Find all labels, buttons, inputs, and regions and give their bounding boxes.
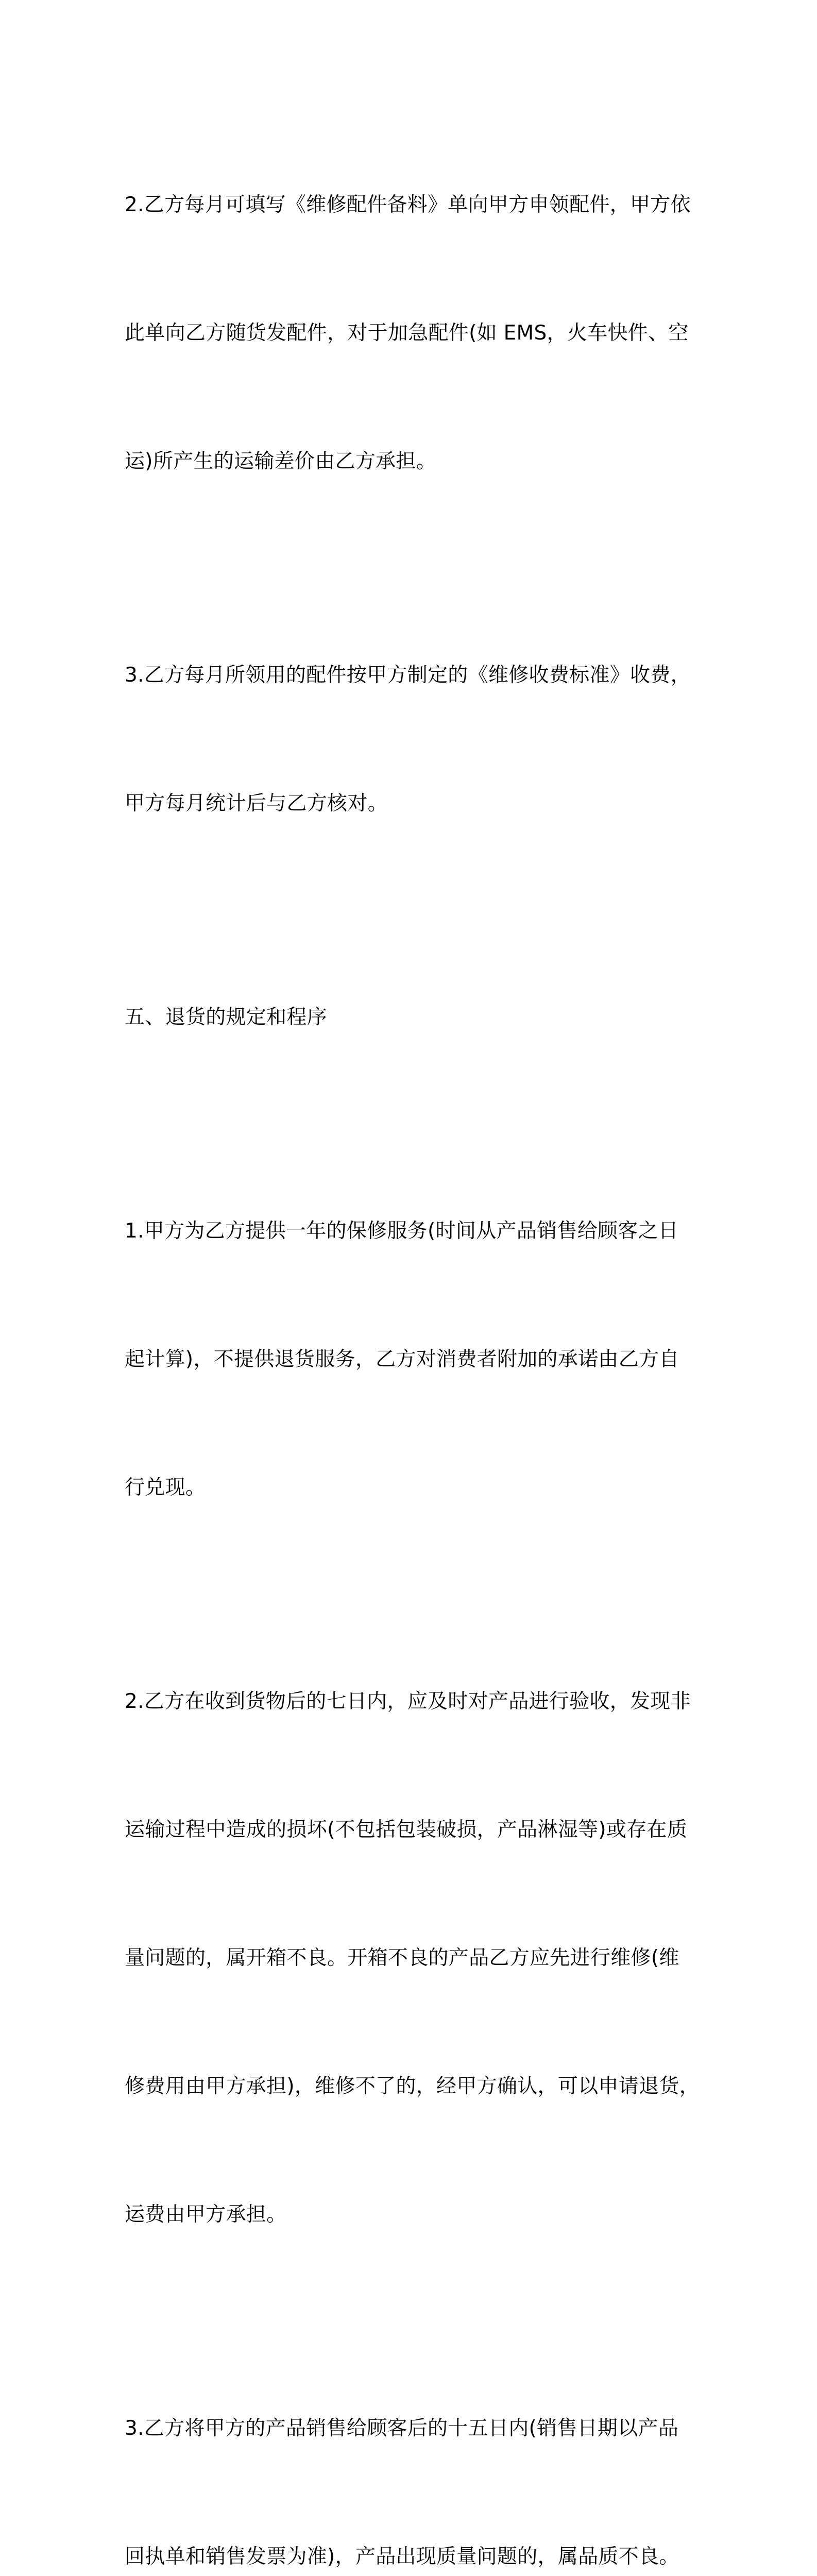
text-line: 运费由甲方承担。 [125, 2203, 287, 2226]
text-line: 量问题的，属开箱不良。开箱不良的产品乙方应先进行维修(维 [125, 1946, 679, 1970]
text-line: 2.乙方在收到货物后的七日内，应及时对产品进行验收，发现非 [125, 1690, 691, 1713]
paragraph-warranty-service [125, 1124, 699, 1595]
paragraph-unboxing-defect [125, 1595, 699, 2321]
text-line: 修费用由甲方承担)，维修不了的，经甲方确认，可以申请退货， [125, 2075, 700, 2098]
text-line: 起计算)，不提供退货服务，乙方对消费者附加的承诺由乙方自 [125, 1348, 679, 1371]
text-line: 运)所产生的运输差价由乙方承担。 [125, 450, 437, 473]
text-line: 回执单和销售发票为准)，产品出现质量问题的，属品质不良。 [125, 2545, 679, 2568]
text-line: 3.乙方每月所领用的配件按甲方制定的《维修收费标准》收费， [125, 664, 691, 687]
text-line: 2.乙方每月可填写《维修配件备料》单向甲方申领配件，甲方依 [125, 193, 691, 216]
text-line: 3.乙方将甲方的产品销售给顾客后的十五日内(销售日期以产品 [125, 2417, 679, 2440]
paragraph-spare-parts-request [125, 98, 699, 568]
text-line: 运输过程中造成的损坏(不包括包装破损，产品淋湿等)或存在质 [125, 1818, 688, 1841]
text-line: 甲方每月统计后与乙方核对。 [125, 792, 388, 815]
section-heading-returns [125, 910, 699, 1124]
document-body [125, 98, 699, 2576]
text-line: 此单向乙方随货发配件，对于加急配件(如 EMS，火车快件、空 [125, 321, 689, 345]
text-line: 行兑现。 [125, 1476, 206, 1499]
text-line: 1.甲方为乙方提供一年的保修服务(时间从产品销售给顾客之日 [125, 1219, 679, 1243]
paragraph-parts-billing [125, 568, 699, 910]
section-heading-text: 五、退货的规定和程序 [125, 1006, 328, 1029]
paragraph-quality-defect [125, 2321, 699, 2576]
